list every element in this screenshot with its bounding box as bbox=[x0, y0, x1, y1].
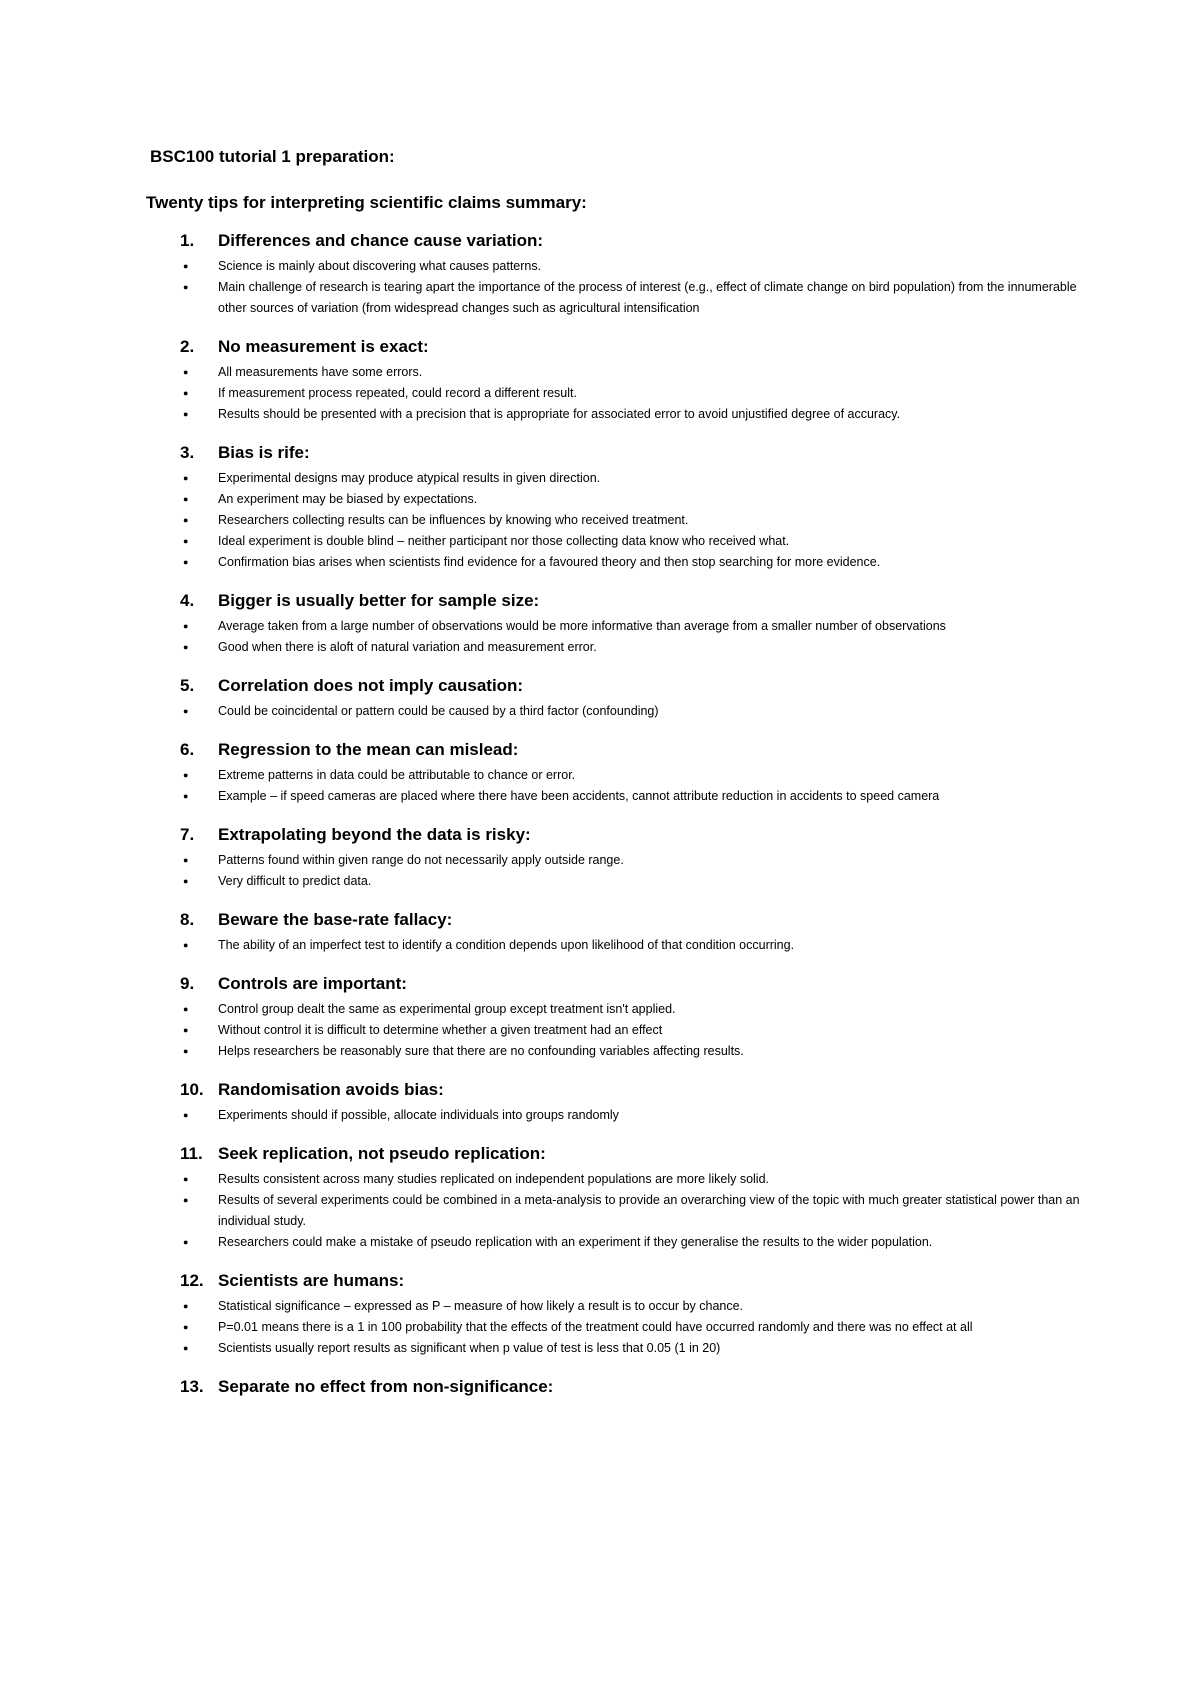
section-title: Beware the base-rate fallacy: bbox=[218, 910, 453, 929]
list-item bbox=[146, 256, 1100, 277]
section-title: Controls are important: bbox=[218, 974, 407, 993]
section-heading bbox=[146, 973, 1100, 995]
bullet-text: Patterns found within given range do not necessarily apply outside range. bbox=[218, 853, 624, 867]
section-number: 3. bbox=[180, 443, 195, 462]
bullet-icon: ● bbox=[183, 706, 189, 716]
tip-section bbox=[146, 973, 1100, 1062]
bullet-icon: ● bbox=[183, 409, 189, 419]
bullet-text: Experimental designs may produce atypical results in given direction. bbox=[218, 471, 601, 485]
section-title: No measurement is exact: bbox=[218, 337, 429, 356]
bullet-icon: ● bbox=[183, 536, 189, 546]
list-item bbox=[146, 1296, 1100, 1317]
section-number: 7. bbox=[180, 825, 195, 844]
bullet-text: Average taken from a large number of observations would be more informative than average from a smaller number of observations bbox=[218, 619, 946, 633]
bullet-icon: ● bbox=[183, 940, 189, 950]
section-heading bbox=[146, 1143, 1100, 1165]
section-heading bbox=[146, 442, 1100, 464]
bullet-icon: ● bbox=[183, 1174, 189, 1184]
section-title: Bias is rife: bbox=[218, 443, 310, 462]
document-subtitle: Twenty tips for interpreting scientific claims summary: bbox=[146, 193, 587, 212]
bullet-list bbox=[146, 1296, 1100, 1359]
list-item bbox=[146, 701, 1100, 722]
bullet-list bbox=[146, 256, 1100, 319]
list-item bbox=[146, 1169, 1100, 1190]
section-heading bbox=[146, 739, 1100, 761]
bullet-text: If measurement process repeated, could record a different result. bbox=[218, 386, 577, 400]
section-heading bbox=[146, 824, 1100, 846]
bullet-text: Science is mainly about discovering what causes patterns. bbox=[218, 259, 542, 273]
section-title: Seek replication, not pseudo replication: bbox=[218, 1144, 546, 1163]
list-item bbox=[146, 404, 1100, 425]
bullet-icon: ● bbox=[183, 1322, 189, 1332]
tip-section bbox=[146, 824, 1100, 892]
bullet-list bbox=[146, 616, 1100, 658]
bullet-icon: ● bbox=[183, 1110, 189, 1120]
list-item bbox=[146, 999, 1100, 1020]
section-title: Separate no effect from non-significance: bbox=[218, 1377, 554, 1396]
bullet-text: Confirmation bias arises when scientists find evidence for a favoured theory and then stop searching for more evidence. bbox=[218, 555, 881, 569]
tip-section bbox=[146, 590, 1100, 658]
bullet-list bbox=[146, 362, 1100, 425]
list-item bbox=[146, 1041, 1100, 1062]
bullet-text: Control group dealt the same as experimental group except treatment isn't applied. bbox=[218, 1002, 676, 1016]
section-heading bbox=[146, 230, 1100, 252]
tip-section bbox=[146, 1143, 1100, 1253]
section-title: Scientists are humans: bbox=[218, 1271, 405, 1290]
tip-section bbox=[146, 1079, 1100, 1126]
section-number: 11. bbox=[180, 1144, 203, 1163]
section-number: 1. bbox=[180, 231, 195, 250]
section-heading bbox=[146, 675, 1100, 697]
bullet-list bbox=[146, 765, 1100, 807]
section-title: Extrapolating beyond the data is risky: bbox=[218, 825, 531, 844]
list-item bbox=[146, 531, 1100, 552]
bullet-text: Helps researchers be reasonably sure that there are no confounding variables affecting results. bbox=[218, 1044, 744, 1058]
document-title: BSC100 tutorial 1 preparation: bbox=[150, 147, 395, 166]
list-item bbox=[146, 616, 1100, 637]
tip-section bbox=[146, 739, 1100, 807]
bullet-list bbox=[146, 701, 1100, 722]
list-item bbox=[146, 935, 1100, 956]
section-heading bbox=[146, 336, 1100, 358]
list-item bbox=[146, 362, 1100, 383]
list-item bbox=[146, 552, 1100, 573]
bullet-icon: ● bbox=[183, 621, 189, 631]
bullet-icon: ● bbox=[183, 557, 189, 567]
list-item bbox=[146, 510, 1100, 531]
bullet-icon: ● bbox=[183, 367, 189, 377]
bullet-list bbox=[146, 468, 1100, 573]
section-number: 12. bbox=[180, 1271, 204, 1290]
tip-section bbox=[146, 1270, 1100, 1359]
bullet-text: All measurements have some errors. bbox=[218, 365, 423, 379]
list-item bbox=[146, 489, 1100, 510]
bullet-icon: ● bbox=[183, 1195, 189, 1205]
bullet-text: Results should be presented with a precision that is appropriate for associated error to avoid unjustified degree of accuracy. bbox=[218, 407, 901, 421]
bullet-text: Example – if speed cameras are placed where there have been accidents, cannot attribute reduction in accidents to speed camera bbox=[218, 789, 940, 803]
bullet-text: Could be coincidental or pattern could be caused by a third factor (confounding) bbox=[218, 704, 659, 718]
bullet-text: Researchers could make a mistake of pseudo replication with an experiment if they generalise the results to the wider population. bbox=[218, 1235, 933, 1249]
list-item bbox=[146, 1232, 1100, 1253]
list-item bbox=[146, 277, 1100, 319]
section-number: 2. bbox=[180, 337, 195, 356]
list-item bbox=[146, 1020, 1100, 1041]
list-item bbox=[146, 871, 1100, 892]
list-item bbox=[146, 383, 1100, 404]
bullet-text: Experiments should if possible, allocate individuals into groups randomly bbox=[218, 1108, 619, 1122]
bullet-icon: ● bbox=[183, 791, 189, 801]
sections-list bbox=[146, 230, 1100, 1398]
list-item bbox=[146, 765, 1100, 786]
list-item bbox=[146, 468, 1100, 489]
section-number: 4. bbox=[180, 591, 195, 610]
bullet-icon: ● bbox=[183, 473, 189, 483]
section-heading bbox=[146, 1376, 1100, 1398]
bullet-text: Scientists usually report results as significant when p value of test is less that 0.05 (1 in 20) bbox=[218, 1341, 721, 1355]
bullet-text: P=0.01 means there is a 1 in 100 probability that the effects of the treatment could have occurred randomly and there was no effect at all bbox=[218, 1320, 973, 1334]
bullet-text: Good when there is aloft of natural variation and measurement error. bbox=[218, 640, 597, 654]
section-number: 8. bbox=[180, 910, 195, 929]
tip-section bbox=[146, 675, 1100, 722]
bullet-text: Extreme patterns in data could be attributable to chance or error. bbox=[218, 768, 576, 782]
section-number: 9. bbox=[180, 974, 195, 993]
section-title: Randomisation avoids bias: bbox=[218, 1080, 444, 1099]
section-title: Differences and chance cause variation: bbox=[218, 231, 544, 250]
bullet-icon: ● bbox=[183, 1237, 189, 1247]
tip-section bbox=[146, 909, 1100, 956]
bullet-icon: ● bbox=[183, 494, 189, 504]
section-title: Correlation does not imply causation: bbox=[218, 676, 524, 695]
bullet-text: An experiment may be biased by expectations. bbox=[218, 492, 478, 506]
bullet-text: Very difficult to predict data. bbox=[218, 874, 372, 888]
bullet-icon: ● bbox=[183, 1301, 189, 1311]
list-item bbox=[146, 1105, 1100, 1126]
section-number: 5. bbox=[180, 676, 195, 695]
bullet-text: Researchers collecting results can be influences by knowing who received treatment. bbox=[218, 513, 689, 527]
section-number: 6. bbox=[180, 740, 195, 759]
section-heading bbox=[146, 590, 1100, 612]
bullet-icon: ● bbox=[183, 770, 189, 780]
bullet-text: Ideal experiment is double blind – neither participant nor those collecting data know who received what. bbox=[218, 534, 790, 548]
tip-section bbox=[146, 230, 1100, 319]
bullet-icon: ● bbox=[183, 1025, 189, 1035]
bullet-icon: ● bbox=[183, 282, 189, 292]
section-heading bbox=[146, 1079, 1100, 1101]
bullet-icon: ● bbox=[183, 1046, 189, 1056]
bullet-icon: ● bbox=[183, 876, 189, 886]
list-item bbox=[146, 850, 1100, 871]
section-number: 13. bbox=[180, 1377, 204, 1396]
bullet-icon: ● bbox=[183, 388, 189, 398]
list-item bbox=[146, 637, 1100, 658]
list-item bbox=[146, 1338, 1100, 1359]
section-number: 10. bbox=[180, 1080, 204, 1099]
section-title: Bigger is usually better for sample size: bbox=[218, 591, 540, 610]
bullet-list bbox=[146, 1105, 1100, 1126]
bullet-icon: ● bbox=[183, 1004, 189, 1014]
list-item bbox=[146, 1317, 1100, 1338]
list-item bbox=[146, 786, 1100, 807]
bullet-icon: ● bbox=[183, 1343, 189, 1353]
tip-section bbox=[146, 1376, 1100, 1398]
bullet-list bbox=[146, 1169, 1100, 1253]
bullet-list bbox=[146, 850, 1100, 892]
bullet-list bbox=[146, 935, 1100, 956]
bullet-text: The ability of an imperfect test to identify a condition depends upon likelihood of that condition occurring. bbox=[218, 938, 795, 952]
bullet-icon: ● bbox=[183, 855, 189, 865]
tip-section bbox=[146, 442, 1100, 573]
tip-section bbox=[146, 336, 1100, 425]
bullet-list bbox=[146, 999, 1100, 1062]
bullet-text: Main challenge of research is tearing apart the importance of the process of interest (e.g., effect of climate change on bird population) from the innumerable other sources of variation (from widespread changes such as agricultural intensification bbox=[218, 280, 1077, 315]
bullet-text: Statistical significance – expressed as P – measure of how likely a result is to occur by chance. bbox=[218, 1299, 744, 1313]
bullet-text: Results consistent across many studies replicated on independent populations are more likely solid. bbox=[218, 1172, 769, 1186]
bullet-icon: ● bbox=[183, 642, 189, 652]
bullet-icon: ● bbox=[183, 515, 189, 525]
bullet-text: Without control it is difficult to determine whether a given treatment had an effect bbox=[218, 1023, 663, 1037]
list-item bbox=[146, 1190, 1100, 1232]
bullet-text: Results of several experiments could be combined in a meta-analysis to provide an overarching view of the topic with much greater statistical power than an individual study. bbox=[218, 1193, 1080, 1228]
section-title: Regression to the mean can mislead: bbox=[218, 740, 519, 759]
section-heading bbox=[146, 1270, 1100, 1292]
section-heading bbox=[146, 909, 1100, 931]
bullet-icon: ● bbox=[183, 261, 189, 271]
